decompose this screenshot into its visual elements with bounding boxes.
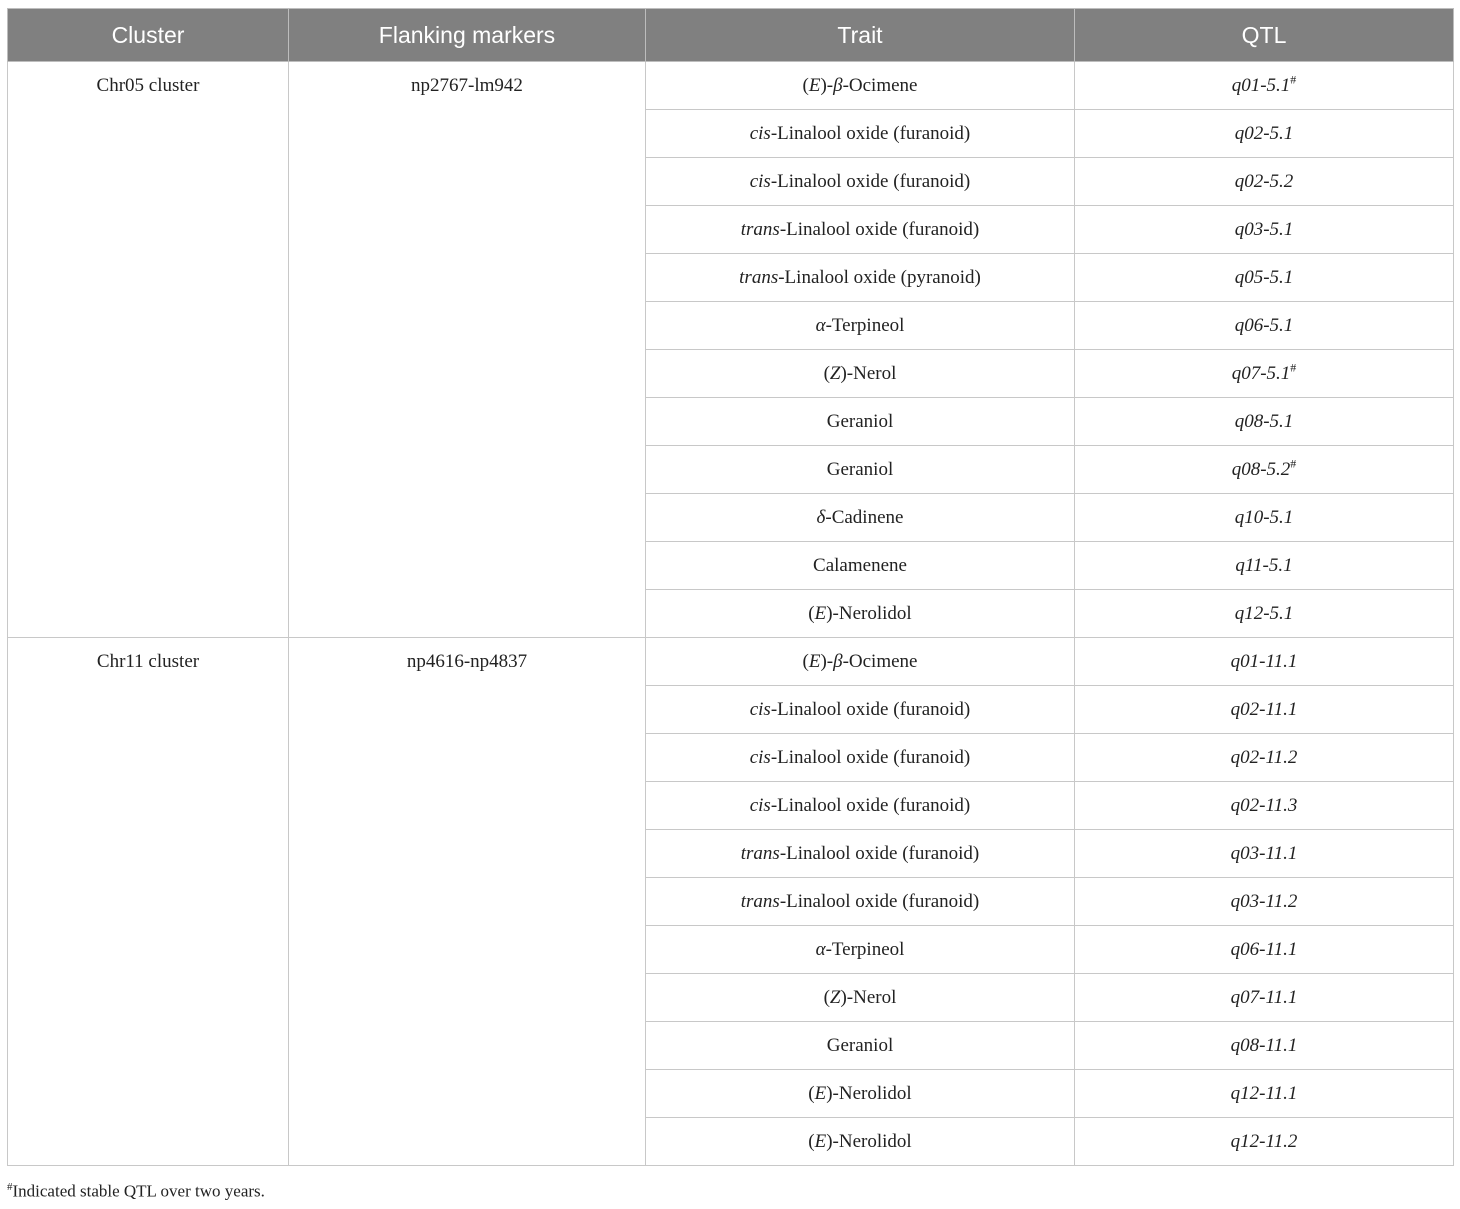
trait-cell: cis-Linalool oxide (furanoid) bbox=[646, 782, 1075, 830]
trait-cell: trans-Linalool oxide (furanoid) bbox=[646, 878, 1075, 926]
qtl-label: q02-5.2 bbox=[1234, 170, 1294, 192]
trait-cell: (Z)-Nerol bbox=[646, 974, 1075, 1022]
qtl-label: q10-5.1 bbox=[1234, 506, 1294, 528]
qtl-label: q08-5.2 bbox=[1231, 458, 1291, 480]
trait-cell: trans-Linalool oxide (pyranoid) bbox=[646, 254, 1075, 302]
qtl-label: q12-5.1 bbox=[1234, 602, 1294, 624]
flanking-markers-cell: np2767-lm942 bbox=[289, 62, 646, 638]
qtl-cell bbox=[1075, 1022, 1454, 1070]
qtl-label: q06-11.1 bbox=[1230, 938, 1298, 960]
qtl-label: q02-11.1 bbox=[1230, 698, 1298, 720]
qtl-cell bbox=[1075, 398, 1454, 446]
trait-cell: cis-Linalool oxide (furanoid) bbox=[646, 734, 1075, 782]
qtl-label: q05-5.1 bbox=[1234, 266, 1294, 288]
qtl-label: q03-5.1 bbox=[1234, 218, 1294, 240]
trait-cell: (E)-β-Ocimene bbox=[646, 638, 1075, 686]
qtl-label: q01-5.1 bbox=[1231, 74, 1291, 96]
trait-cell: Geraniol bbox=[646, 398, 1075, 446]
table-body bbox=[8, 62, 1454, 1166]
trait-cell: Calamenene bbox=[646, 542, 1075, 590]
table-footnote bbox=[7, 1181, 265, 1202]
flanking-markers-cell: np4616-np4837 bbox=[289, 638, 646, 1166]
qtl-label: q12-11.1 bbox=[1230, 1082, 1298, 1104]
qtl-label: q12-11.2 bbox=[1230, 1130, 1298, 1152]
qtl-label: q07-11.1 bbox=[1230, 986, 1298, 1008]
header-trait: Trait bbox=[646, 9, 1075, 62]
qtl-cell bbox=[1075, 878, 1454, 926]
trait-cell: Geraniol bbox=[646, 1022, 1075, 1070]
qtl-label: q02-5.1 bbox=[1234, 122, 1294, 144]
qtl-cell bbox=[1075, 830, 1454, 878]
trait-cell: cis-Linalool oxide (furanoid) bbox=[646, 110, 1075, 158]
qtl-cell bbox=[1075, 110, 1454, 158]
header-qtl: QTL bbox=[1075, 9, 1454, 62]
qtl-cell bbox=[1075, 302, 1454, 350]
stable-qtl-mark: # bbox=[1290, 456, 1297, 471]
table-row bbox=[8, 62, 1454, 110]
cluster-cell: Chr11 cluster bbox=[8, 638, 289, 1166]
trait-cell: Geraniol bbox=[646, 446, 1075, 494]
qtl-cell bbox=[1075, 494, 1454, 542]
trait-cell: α-Terpineol bbox=[646, 926, 1075, 974]
trait-cell: (E)-Nerolidol bbox=[646, 590, 1075, 638]
trait-cell: trans-Linalool oxide (furanoid) bbox=[646, 206, 1075, 254]
stable-qtl-mark: # bbox=[1290, 72, 1297, 87]
qtl-cell bbox=[1075, 446, 1454, 494]
header-cluster: Cluster bbox=[8, 9, 289, 62]
trait-cell: trans-Linalool oxide (furanoid) bbox=[646, 830, 1075, 878]
qtl-cell bbox=[1075, 638, 1454, 686]
cluster-cell: Chr05 cluster bbox=[8, 62, 289, 638]
trait-cell: (E)-Nerolidol bbox=[646, 1070, 1075, 1118]
qtl-cell bbox=[1075, 206, 1454, 254]
footnote-text: Indicated stable QTL over two years. bbox=[12, 1181, 265, 1201]
trait-cell: δ-Cadinene bbox=[646, 494, 1075, 542]
qtl-cell bbox=[1075, 1118, 1454, 1166]
qtl-label: q08-11.1 bbox=[1230, 1034, 1298, 1056]
qtl-cell bbox=[1075, 1070, 1454, 1118]
qtl-cell bbox=[1075, 686, 1454, 734]
qtl-label: q03-11.1 bbox=[1230, 842, 1298, 864]
qtl-label: q11-5.1 bbox=[1235, 554, 1293, 576]
qtl-table bbox=[7, 8, 1454, 1166]
qtl-label: q08-5.1 bbox=[1234, 410, 1294, 432]
trait-cell: cis-Linalool oxide (furanoid) bbox=[646, 158, 1075, 206]
qtl-cell bbox=[1075, 254, 1454, 302]
qtl-label: q07-5.1 bbox=[1231, 362, 1291, 384]
trait-cell: (E)-Nerolidol bbox=[646, 1118, 1075, 1166]
stable-qtl-mark: # bbox=[1290, 360, 1297, 375]
qtl-cell bbox=[1075, 926, 1454, 974]
qtl-cell bbox=[1075, 158, 1454, 206]
qtl-label: q01-11.1 bbox=[1230, 650, 1298, 672]
trait-cell: (E)-β-Ocimene bbox=[646, 62, 1075, 110]
table-header bbox=[8, 9, 1454, 62]
qtl-cell bbox=[1075, 782, 1454, 830]
header-flanking-markers: Flanking markers bbox=[289, 9, 646, 62]
qtl-cell bbox=[1075, 734, 1454, 782]
footnote-mark: # bbox=[7, 1181, 13, 1193]
qtl-cell bbox=[1075, 974, 1454, 1022]
trait-cell: (Z)-Nerol bbox=[646, 350, 1075, 398]
qtl-label: q02-11.2 bbox=[1230, 746, 1298, 768]
qtl-cell bbox=[1075, 590, 1454, 638]
header-row bbox=[8, 9, 1454, 62]
qtl-label: q03-11.2 bbox=[1230, 890, 1298, 912]
qtl-label: q06-5.1 bbox=[1234, 314, 1294, 336]
qtl-cell bbox=[1075, 350, 1454, 398]
qtl-label: q02-11.3 bbox=[1230, 794, 1298, 816]
table-row bbox=[8, 638, 1454, 686]
qtl-cell bbox=[1075, 542, 1454, 590]
trait-cell: cis-Linalool oxide (furanoid) bbox=[646, 686, 1075, 734]
qtl-cell bbox=[1075, 62, 1454, 110]
trait-cell: α-Terpineol bbox=[646, 302, 1075, 350]
